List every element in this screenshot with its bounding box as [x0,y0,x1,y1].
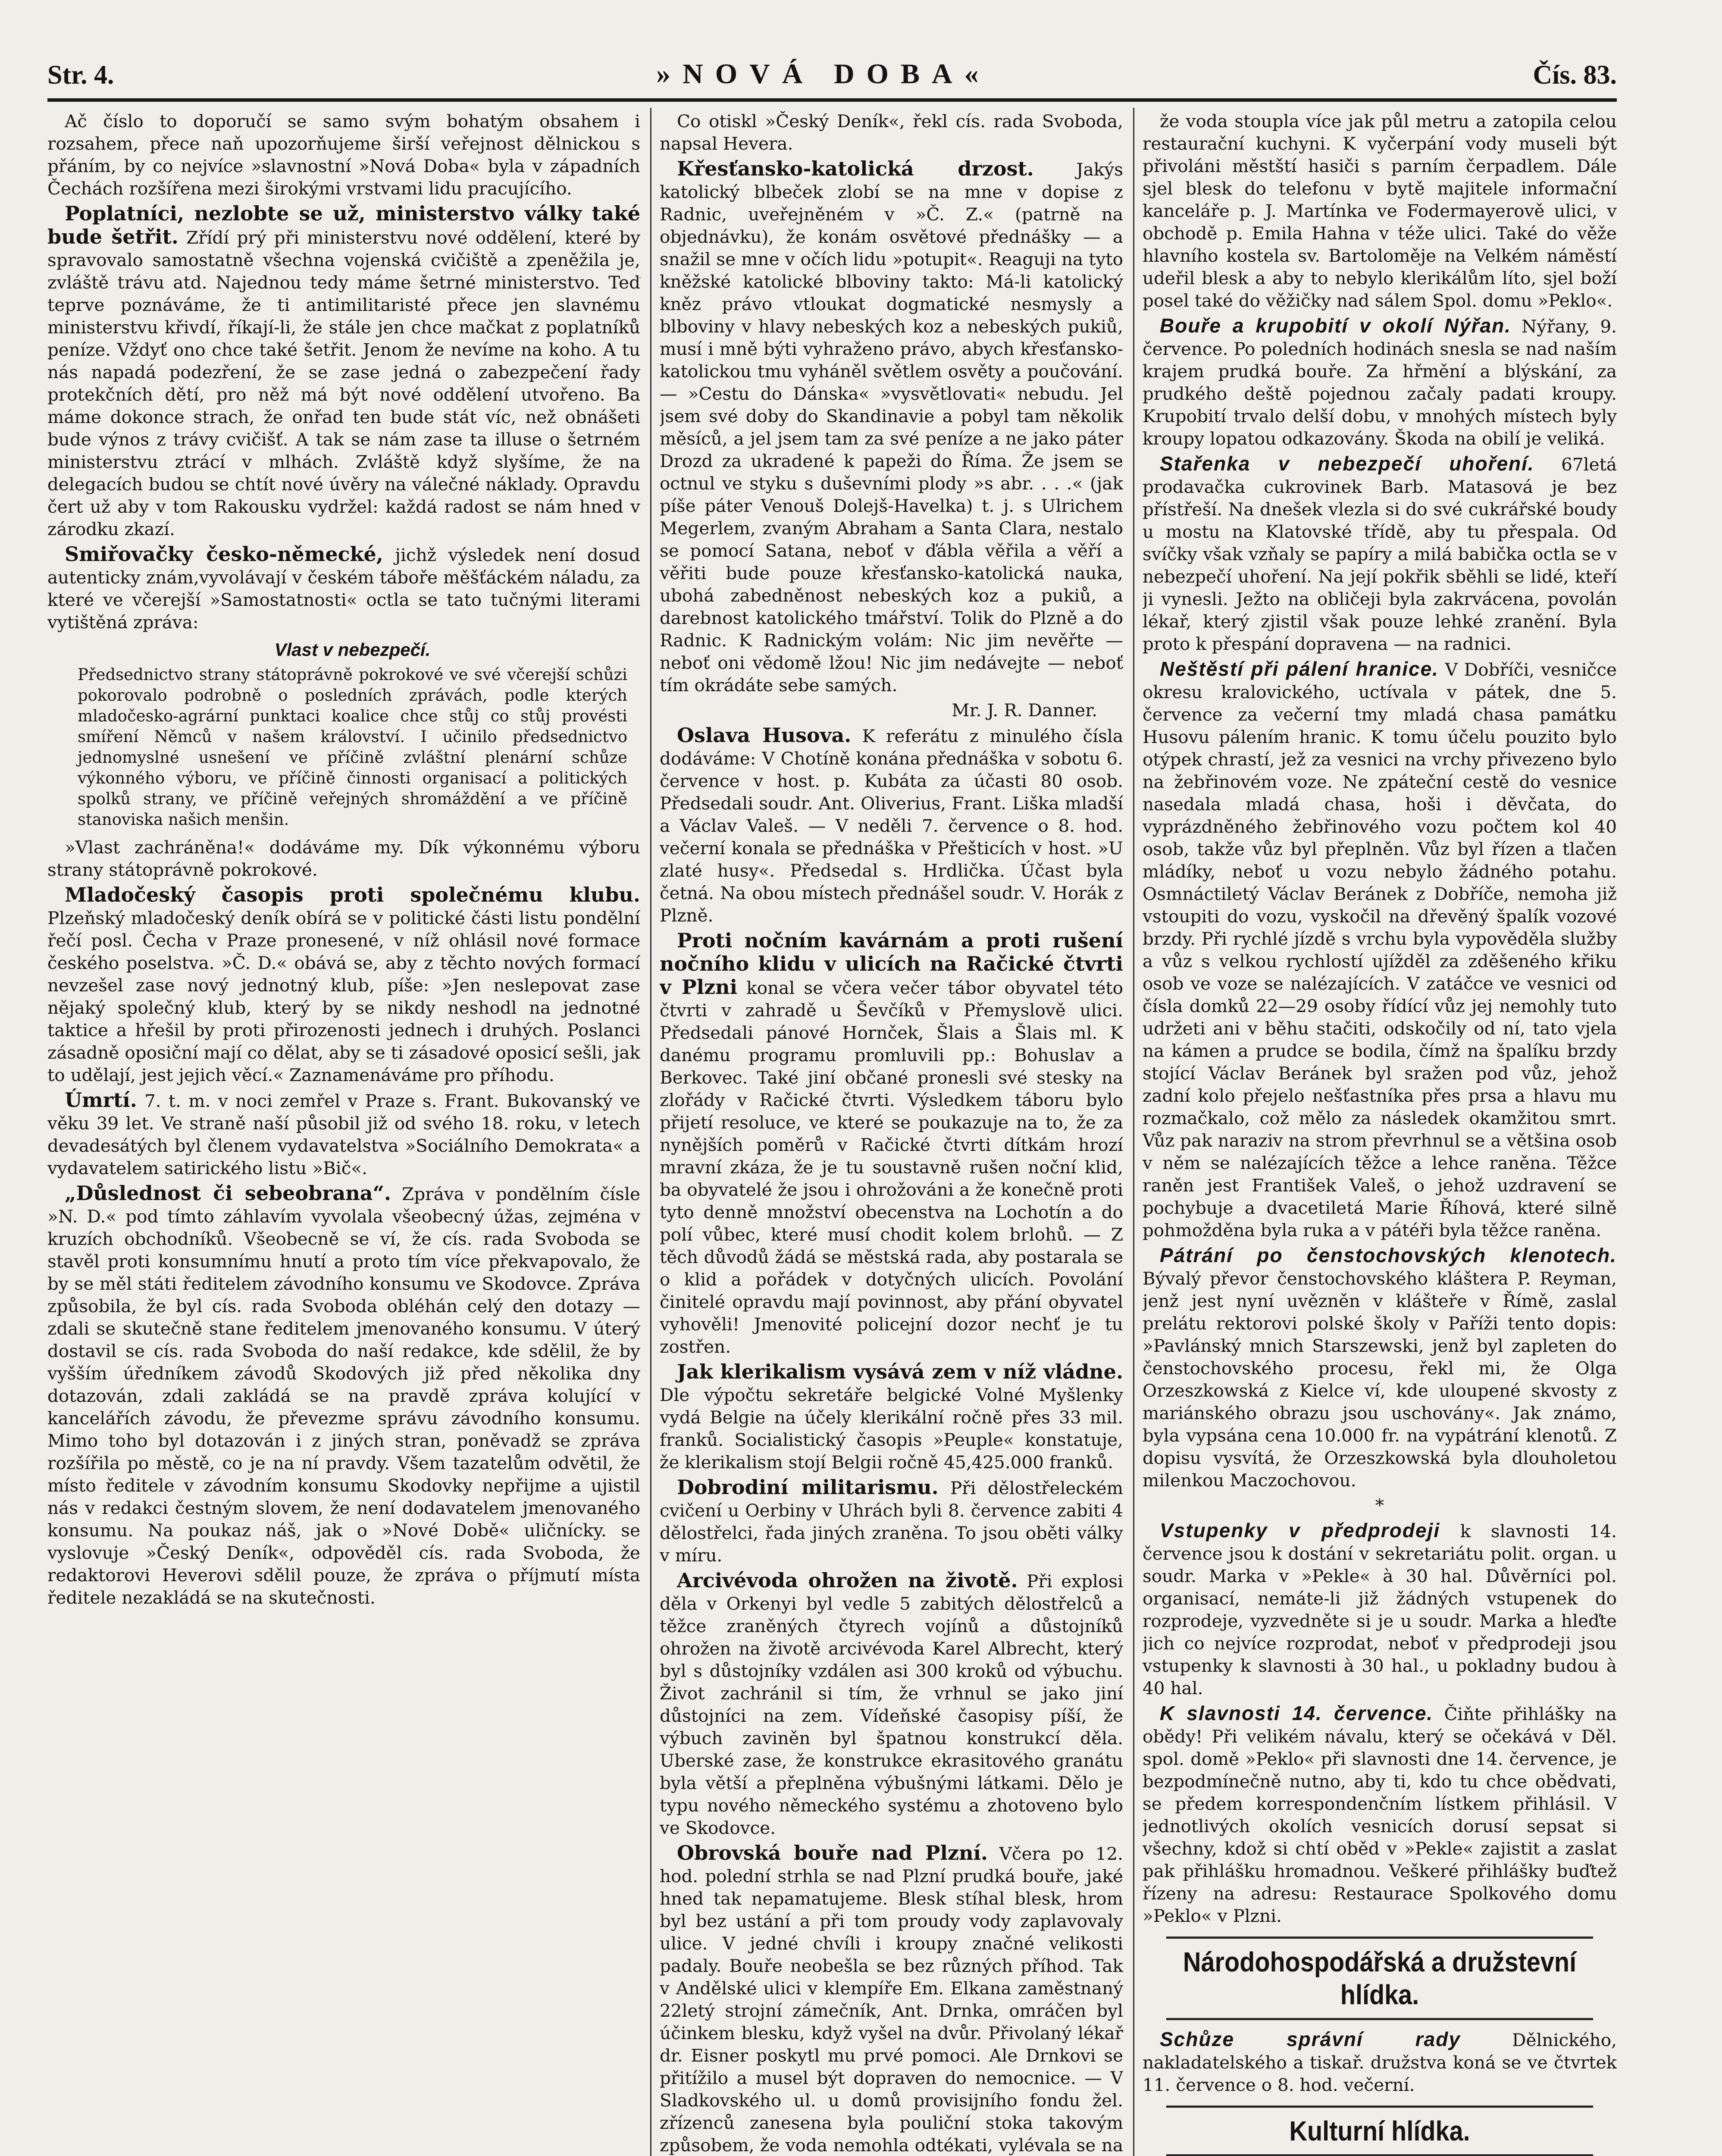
article [1143,2028,1617,2096]
article [47,884,640,1086]
article-heading: Pátrání po čenstochovských klenotech. [1160,1244,1617,1266]
article [47,110,640,200]
article [1143,1702,1617,1927]
article-heading: Stařenka v nebezpečí uhoření. [1160,452,1534,475]
article-text: Jakýs katolický blbeček zlobí se na mne v dopise z Radnic, uveřejněném v »Č. Z.« (patrně na objednávku), že konám osvětové přednášky — a snažil se mne v očích lidu »potupit«. Reaguji na tyto kněžské katolické blboviny takto: Má-li katolický kněz právo vtloukat dogmatické nesmysly a blboviny v hlavy nebeských koz a nebeských pukiů, musí i mně býti vyhraženo právo, abych křesťansko-katolickou tmu vyháněl světlem osvěty a poučování. — »Cestu do Dánska« »vysvětlovati« nebudu. Jel jsem své doby do Skandinavie a pobyl tam několik měsíců, a jel jsem tam za své peníze a ne jako páter Drozd za ukradené k papeži do Říma. Že jsem se octnul ve styku s duševními plody »s abr. . . .« (jak píše páter Venouš Dolejš-Havelka) t. j. s Ulrichem Megerlem, zvaným Abraham a Santa Clara, nestalo se pomocí Satana, neboť v ďábla věřila a věří a věřiti bude pouze křesťansko-katolická nauka, ubohá zabedněnost nebeských koz a pukiů, a darebnost katolického tmářství. Tolik do Plzně a do Radnic. K Radnickým volám: Nic jim nevěřte — neboť oni vědomě lžou! Nic jim nedávejte — neboť tím okrádáte sebe samých. [660,159,1123,696]
article [1143,1519,1617,1699]
article [1143,110,1617,312]
article-text: V Dobříči, vesničce okresu kralovického, uctívala v pátek, dne 5. července za večerní tmy mladá chasa památku Husovu pálením hranic. K tomu účelu pouzito bylo otýpek chrastí, jež za vesnici na vrchy přivezeno bylo na žebřinovém voze. Ne zpáteční cestě do vesnice nasedala mladá chasa, hoši i děvčata, do vyprázdněného žebřinového vozu počtem kol 40 osob, takže vůz byl přeplněn. Vůz byl řízen a tlačen mládíky, neboť u vozu nebylo žádného potahu. Osmnáctiletý Václav Beránek z Dobříče, nemoha již vstoupiti do vozu, vyskočil na dřevěný špalík vozové brzdy. Při rychlé jízdě s vrchu byla vypověděla služby a vůz s velkou rychlostí ujížděl za zděšeného křiku osob ve voze se nalézajících. V zatáčce ve vesnici od čísla domků 22—29 osoby řídící vůz jej nemohly tuto udržeti ani v běhu stačiti, odskočily od ní, tato vjela na kámen a prudce se bodila, čímž na špalíku brzdy stojící Václav Beránek byl sražen pod vůz, jehož zadní kolo přejelo nešťastníka přes prsa a hlavu mu rozmačkalo, což mělo za následek okamžitou smrt. Vůz pak naraziv na strom převrhnul se a většina osob v něm se nalézajících těžce a lehce raněna. Těžce raněn jest František Valeš, o jehož uzdravení se pochybuje a dvacetiletá Marie Říhová, které silně pohmožděna byla ruka a v pátéři byla těžce raněna. [1143,659,1617,1241]
article [47,836,640,881]
paper-title: »NOVÁ DOBA« [656,58,991,90]
article [660,1842,1123,2156]
article [47,1182,640,1609]
page-number: Str. 4. [47,60,114,90]
article-heading: Obrovská bouře nad Plzní. [677,1841,988,1865]
article-heading: Neštěstí při pálení hranice. [1160,658,1439,680]
article [660,157,1123,696]
article-text: 67letá prodavačka cukrovinek Barb. Matasová je bez přístřeší. Na dnešek vlezla si do své cukrářské boudy u mostu na Klatovské třídě, aby tu přespala. Od svíčky však vzňaly se papíry a milá babička octla se v nebezpečí uhoření. Na její pokřik sběhli se lidé, kteří ji vynesli. Ježto na obličeji byla zakrvácena, povolán lékař, který zjistil však pouze lehké zranění. Byla proto k přespání dopravena — na radnici. [1143,454,1617,654]
column-1 [47,110,640,2156]
article-heading: Mladočeský časopis proti společnému klubu. [65,883,640,906]
column-divider [650,108,651,2156]
article-text: 7. t. m. v noci zemřel v Praze s. Frant. Bukovanský ve věku 39 let. Ve straně naší působil již od svého 18. roku, v letech devadesátých byl členem vydavatelstva »Sociálního Demokrata« a vydavatelem satirického listu »Bič«. [47,1091,640,1178]
article [660,929,1123,1358]
article-text: Zpráva v pondělním čísle »N. D.« pod tímto záhlavím vyvolala všeobecný úžas, zejména v kruzích obchodníků. Všeobecně se ví, že cís. rada Svoboda se stavěl proti konsumnímu hnutí a proto tím více překvapovalo, že by se měl státi ředitelem závodního konsumu ve Skodovce. Zpráva způsobila, že byl cís. rada Svoboda obléhán celý den dotazy — zdali se skutečně stane ředitelem jmenovaného konsumu. V úterý dostavil se cís. rada Svoboda do naší redakce, kde sdělil, že by vyšším úředníkem závodů Skodových již před několika dny dotazován, zdali zakládá se na pravdě zpráva kolující v kancelářích závodu, že převezme správu závodního konsumu. Mimo toho byl dotazován i z jiných stran, poněvadž se zpráva rozšířila po městě, co je na ní pravdy. Všem tazatelům odvětil, že místo ředitele v závodním konsumu Skodovky nepřijme a ujistil nás v redakci čestným slovem, že není dodavatelem jmenovaného konsumu. Na poukaz náš, jak o »Nové Době« uličnícky. se vyslovuje »Český Deník«, odpověděl cís. rada Svoboda, že redaktorovi Heverovi sdělil pouze, že zpráva o příjmutí místa ředitele nezakládá se na skutečnosti. [47,1184,640,1608]
article-heading: Smiřovačky česko-německé, [65,542,383,566]
article-heading: Schůze správní rady [1160,2028,1461,2050]
masthead [47,26,1617,102]
article-text: Zřídí prý při ministerstvu nové oddělení, které by spravovalo samostatně všechna vojenská cvičiště a zpeněžila je, zvláště trávu atd. Najednou tedy máme šetrné ministerstvo. Teď teprve poznáváme, že ti antimilitaristé přece jen slavnému ministerstvu křivdí, říkají-li, že stále jen chce mačkat z poplatníků peníze. Vždyť ono chce také šetřit. Jenom že nevíme na koho. A tu nás napadá podezření, že se zase jedná o zabezpečení řady protekčních dětí, pro něž má být nové oddělení utvořeno. Ba máme dokonce strach, že onřad ten bude stát víc, než obnášeti bude výnos z trávy cvičišť. A tak se nám zase ta illuse o šetrném ministerstvu ztrácí v mlhách. Zvláště když slyšíme, že na delegacích budou se chtít nové úvěry na válečné náklady. Opravdu čert už aby v tom Rakousku vydržel: každá radost se nám hned v zárodku zkazí. [47,227,640,539]
article-text: Co otiskl »Český Deník«, řekl cís. rada Svoboda, napsal Hevera. [660,111,1123,154]
article-text: Při dělostřeleckém cvičení u Oerbiny v Uhrách byli 8. července zabiti 4 dělostřelci, řada jiných zraněna. To jsou oběti války v míru. [660,1478,1123,1566]
article-heading: Poplatníci, nezlobte se už, ministerstvo války také bude šetřit. [47,202,640,248]
article-heading: Úmrtí. [65,1088,137,1112]
article-text: Plzeňský mladočeský deník obírá se v politické části listu pondělní řečí posl. Čecha v Praze pronesené, v níž ohlásil nové formace českého poselstva. »Č. D.« obává se, aby z těchto nových formací nevzešel zase nový jednotný klub, píše: »Jen neslepovat zase nějaký společný klub, který by se nikdy neshodl na jednotné taktice a hřešil by proti přirozenosti jednech i druhých. Poslanci zásadně oposiční mají co dělat, aby se ti zásadové oposicí sešli, jak to udělají, jest jejich věcí.« Zaznamenáváme pro příhodu. [47,908,640,1085]
quote-title: Vlast v nebezpečí. [274,639,431,660]
article [1143,658,1617,1241]
article [660,110,1123,155]
quoted-notice [78,639,627,830]
article-text: Bývalý převor čenstochovského kláštera P. Reyman, jenž jest nyní uvězněn v klášteře v Římě, zaslal prelátu rektorovi polské školy v Paříži tento dopis: »Pavlánský mnich Starszewski, jenž byl zapleten do čenstochovského procesu, řekl mi, že Olga Orzeszkowská z Kielce ví, kde uloupené skvosty z mariánského obrazu jsou uschovány«. Jak známo, byla vypsána cena 10.000 fr. na vypátrání klenotů. Z dopisu vysvítá, že Orzeszkowská byla dlouholetou milenkou Maczochovou. [1143,1268,1617,1491]
article [1143,314,1617,450]
article [660,724,1123,927]
article-text: Čiňte přihlášky na obědy! Při velikém návalu, který se očekává v Děl. spol. domě »Peklo« při slavnosti dne 14. července, je bezpodmínečně nutno, aby ti, kdo tu chce obědvati, se předem korrespondenčním lístkem přihlásil. V jednotlivých okolích vesnicích dorusí sepsat si všechny, kdož si chtí oběd v »Pekle« zajistit a zaslat pak přihlášku hromadnou. Veškeré přihlášky buďtež řízeny na adresu: Restaurace Spolkového domu »Peklo« v Plzni. [1143,1704,1617,1926]
article-text: K referátu z minulého čísla dodáváme: V Chotíně konána přednáška v sobotu 6. července v host. p. Kubáta za účasti 80 osob. Předsedali soudr. Ant. Oliverius, Frant. Liška mladší a Václav Valeš. — V neděli 7. července o 8. hod. večerní konala se přednáška v Přešticích v host. »U zlaté husy«. Předsedal s. Hrdlička. Účast byla četná. Na obou místech přednášel soudr. V. Horák z Plzně. [660,726,1123,926]
column-2 [660,110,1123,2156]
article-heading: Proti nočním kavárnám a proti rušení nočního klidu v ulicích na Račické čtvrti v Plzni [660,929,1123,999]
article [660,1360,1123,1473]
article [1143,452,1617,655]
section-heading-economy: Národohospodářská a družstevní hlídka. [1166,1937,1593,2020]
article [660,1476,1123,1567]
article-text: Při explosi děla v Orkenyi byl vedle 5 zabitých dělostřelců a těžce zraněných čtyrech vojínů a důstojníků ohrožen na životě arcivévoda Karel Albrecht, který byl s důstojníky vzdálen asi 300 kroků od výbuchu. Život zachránil si tím, že vrhnul se jako jiní důstojníci na zem. Vídeňské časopisy píší, že výbuch zaviněn byl špatnou konstrukcí děla. Uberské zase, že konstrukce ekrasitového granátu byla větší a přeplněna výbušnými látkami. Dělo je typu nového německého systému a zhotoveno bylo ve Skodovce. [660,1571,1123,1838]
quote-body: Předsednictvo strany státoprávně pokrokové ve své včerejší schůzi pokorovalo podrobně o posledních zprávách, podle kterých mladočesko-agrární punktaci koalice chce stůj co stůj provésti smíření Němců v našem království. I učinilo předsednictvo jednomyslné usnešení ve příčině zvláštní plenární schůze výkonného výboru, ve příčině činnosti organisací a politických spolků strany, ve příčině veřejných shromáždění a ve příčině stanoviska našich menšin. [78,665,627,829]
issue-number: Čís. 83. [1533,60,1617,90]
article-heading: K slavnosti 14. července. [1160,1702,1434,1724]
column-3 [1143,110,1617,2156]
column-divider [1133,108,1134,2156]
article-heading: Křesťansko-katolická drzost. [677,157,1034,180]
section-heading-culture: Kulturní hlídka. [1166,2106,1593,2156]
article-heading: Jak klerikalism vysává zem v níž vládne. [677,1360,1123,1383]
article-text: »Vlast zachráněna!« dodáváme my. Dík výkonnému výboru strany státoprávně pokrokové. [47,837,640,880]
signature: Mr. J. R. Danner. [952,700,1097,721]
article [1143,1244,1617,1492]
article-text: že voda stoupla více jak půl metru a zatopila celou restaurační kuchyni. K vyčerpání vody museli být přivoláni městští hasiči s parním čerpadlem. Dále sjel blesk do telefonu v bytě majitele informační kanceláře p. J. Martínka ve Fodermayerově ulici, v obchodě p. Emila Hahna v téže ulici. Také do věže hlavního kostela sv. Bartoloměje na Velkém náměstí udeřil blesk a aby to nebylo klerikálům líto, sjel boží posel také do věžičky nad sálem Spol. domu »Peklo«. [1143,111,1617,311]
article-text: k slavnosti 14. července jsou k dostání v sekretariátu polit. organ. u soudr. Marka v »Pekle« à 30 hal. Důvěrníci pol. organisací, nemáte-li již žádných vstupenek do rozprodeje, vyzvedněte si je u soudr. Marka a hleďte jich co nejvíce rozprodat, neboť v předprodeji jsou vstupenky k slavnosti à 30 hal., u pokladny budou à 40 hal. [1143,1521,1617,1698]
article-text: Dělnického, nakladatelského a tiskař. družstva koná se ve čtvrtek 11. července o 8. hod. večerní. [1143,2030,1617,2095]
separator-star: * [1375,1495,1384,1516]
article [47,1089,640,1179]
article-heading: Oslava Husova. [677,724,852,747]
article-text: Nýřany, 9. července. Po poledních hodinách snesla se nad naším krajem prudká bouře. Za hřmění a blýskání, za prudkého deště pojednou začaly padati kroupy. Krupobití trvalo delší dobu, v mnohých místech byly kroupy lopatou odkazovány. Škoda na obilí je veliká. [1143,316,1617,449]
article [660,1569,1123,1839]
article-text: konal se včera večer tábor obyvatel této čtvrti v zahradě u Ševčíků v Přemyslově ulici. Předsedali pánové Hornček, Šlais a Šlais ml. K danému programu promluvili pp.: Bohuslav a Berkovec. Také jiní občané pronesli své stesky na zlořády v Račické čtvrti. Výsledkem táboru bylo přijetí resoluce, ve které se poukazuje na to, že za nynějších poměrů v Račické čtvrti dítkám hrozí mravní zkáza, že je tu soustavně rušen noční klid, ba obyvatelé že jsou i ohrožováni a že konečně proti tyto denně množství obecenstva na Lochotín a do polí vůbec, které musí chodit kolem brlohů. — Z těch důvodů žádá se městská rada, aby postarala se o klid a pořádek v dotyčných ulicích. Povolání činitelé opravdu mají povinnost, aby přání obyvatel vyhověli! Jmenovité policejní dozor nechť je tu zostřen. [660,978,1123,1357]
article-heading: Arcivévoda ohrožen na životě. [677,1569,1018,1592]
article-heading: „Důslednost či sebeobrana“. [65,1181,391,1205]
article [47,543,640,633]
article-heading: Dobrodiní militarismu. [677,1476,939,1499]
article [47,202,640,540]
article-heading: Vstupenky v předprodeji [1160,1519,1440,1542]
article-text: Dle výpočtu sekretáře belgické Volné Myšlenky vydá Belgie na účely klerikální ročně přes 33 mil. franků. Socialistický časopis »Peuple« konstatuje, že klerikalism stojí Belgii ročně 45,425.000 franků. [660,1385,1123,1473]
article-text: jichž výsledek není dosud autenticky znám,vyvolávají v českém táboře měšťáckém náladu, za které ve včerejší »Samostatnosti« octla se tato tučnými literami vytištěná zpráva: [47,545,640,633]
article-heading: Bouře a krupobití v okolí Nýřan. [1160,314,1512,337]
article-text: Včera po 12. hod. polední strhla se nad Plzní prudká bouře, jaké hned tak nepamatujeme. Blesk stíhal blesk, hrom byl bez ustání a při tom proudy vody zaplavovaly ulice. V jedné chvíli i kroupy značné velikosti padaly. Bouře neobešla se bez různých příhod. Tak v Andělské ulici v klempíře Em. Elkana zaměstnaný 22letý strojní zámečník, Ant. Drnka, omráčen byl účinkem blesku, když vyšel na dvůr. Přivolaný lékař dr. Eisner poskytl mu prvé pomoci. Ale Drnkovi se přitížilo a musel být dopraven do nemocnice. — V Sladkovského ul. u domů provisijního fondu žel. zřízenců zanesena byla pouliční stoka takovým způsobem, že voda nemohla odtékati, vylévala se na [660,1843,1123,2156]
article-text: Ač číslo to doporučí se samo svým bohatým obsahem i rozsahem, přece naň upozorňujeme širší veřejnost dělnickou s přáním, by co nejvíce »slavnostní »Nová Doba« byla v západních Čechách rozšířena mezi širokými vrstvami lidu pracujícího. [47,111,640,199]
